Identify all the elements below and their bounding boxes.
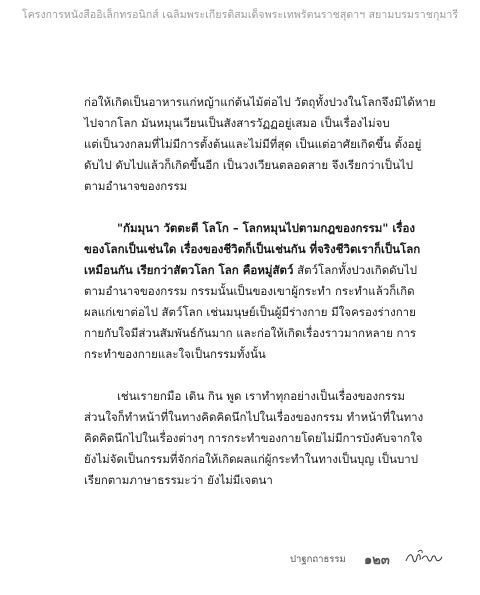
text-line: แต่เป็นวงกลมที่ไม่มีการตั้งต้นและไม่มีที่สุด เป็นแต่อาศัยเกิดขึ้น ตั้งอยู่ xyxy=(84,137,422,151)
text-line: ตามอำนาจของกรรม กรรมนั้นเป็นของเขาผู้กระทำ กระทำแล้วก็เกิด xyxy=(84,284,415,298)
text-line: ก่อให้เกิดเป็นอาหารแก่หญ้าแก่ต้นไม้ต่อไป วัตถุทั้งปวงในโลกจึงมิได้หาย xyxy=(84,95,436,109)
text-line: ผลแก่เขาต่อไป สัตว์โลก เช่นมนุษย์เป็นผู้มีร่างกาย มีใจครองร่างกาย xyxy=(84,305,416,319)
text-line: คิดคิดนึกไปในเรื่องต่างๆ การกระทำของกายโดยไม่มีการบังคับจากใจ xyxy=(84,431,423,445)
text-line: กายกับใจมีส่วนสัมพันธ์กันมาก และก่อให้เกิดเรื่องราวมากหลาย การ xyxy=(84,326,417,340)
text-line: ดับไป ดับไปแล้วก็เกิดขึ้นอีก เป็นวงเวียนตลอดสาย จึงเรียกว่าเป็นไป xyxy=(84,158,414,172)
text-line: ส่วนใจก็ทำหน้าที่ในทางคิดคิดนึกไปในเรื่องของกรรม ทำหน้าที่ในทาง xyxy=(84,410,424,424)
text-line: ตามอำนาจของกรรม xyxy=(84,179,188,193)
text-line: กระทำของกายและใจเป็นกรรมทั้งนั้น xyxy=(84,347,266,361)
mixed-text-line xyxy=(84,260,420,281)
text-line: ไปจากโลก มันหมุนเวียนเป็นสังสารวัฏฏอยู่เสมอ เป็นเรื่องไม่จบ xyxy=(84,116,390,130)
page-header: โครงการหนังสืออิเล็กทรอนิกส์ เฉลิมพระเกียรติสมเด็จพระเทพรัตนราชสุดาฯ สยามบรมราชกุมารี xyxy=(21,9,459,21)
page-number: ๑๒๓ xyxy=(364,553,390,568)
text-fragment: สัตว์โลกทั้งปวงเกิดดับไป xyxy=(293,263,418,277)
signature-image xyxy=(404,547,444,570)
bold-text-line: ของโลกเป็นเช่นใด เรื่องของชีวิตก็เป็นเช่นกัน ที่จริงชีวิตเราก็เป็นโลก xyxy=(84,242,421,256)
bold-text-fragment: เหมือนกัน เรียกว่าสัตวโลก โลก คือหมู่สัตว์ xyxy=(84,263,294,277)
text-line: ยังไม่จัดเป็นกรรมที่จักก่อให้เกิดผลแก่ผู้กระทำในทางเป็นบุญ เป็นบาป xyxy=(84,452,418,466)
bold-heading-line: "กัมมุนา วัตตะตี โลโก – โลกหมุนไปตามกฎของกรรม" เรื่อง xyxy=(117,221,415,235)
paragraph-3 xyxy=(84,386,424,491)
body-text xyxy=(84,92,436,491)
text-line: เรียกตามภาษาธรรมะว่า ยังไม่มีเจตนา xyxy=(84,473,273,487)
paragraph-2 xyxy=(84,218,420,365)
text-line: เช่นเรายกมือ เดิน กิน พูด เราทำทุกอย่างเป็นเรื่องของกรรม xyxy=(117,389,405,403)
paragraph-1 xyxy=(84,92,436,197)
footer-reference: ปาฐกถาธรรม xyxy=(290,554,346,565)
page-footer xyxy=(262,547,442,569)
